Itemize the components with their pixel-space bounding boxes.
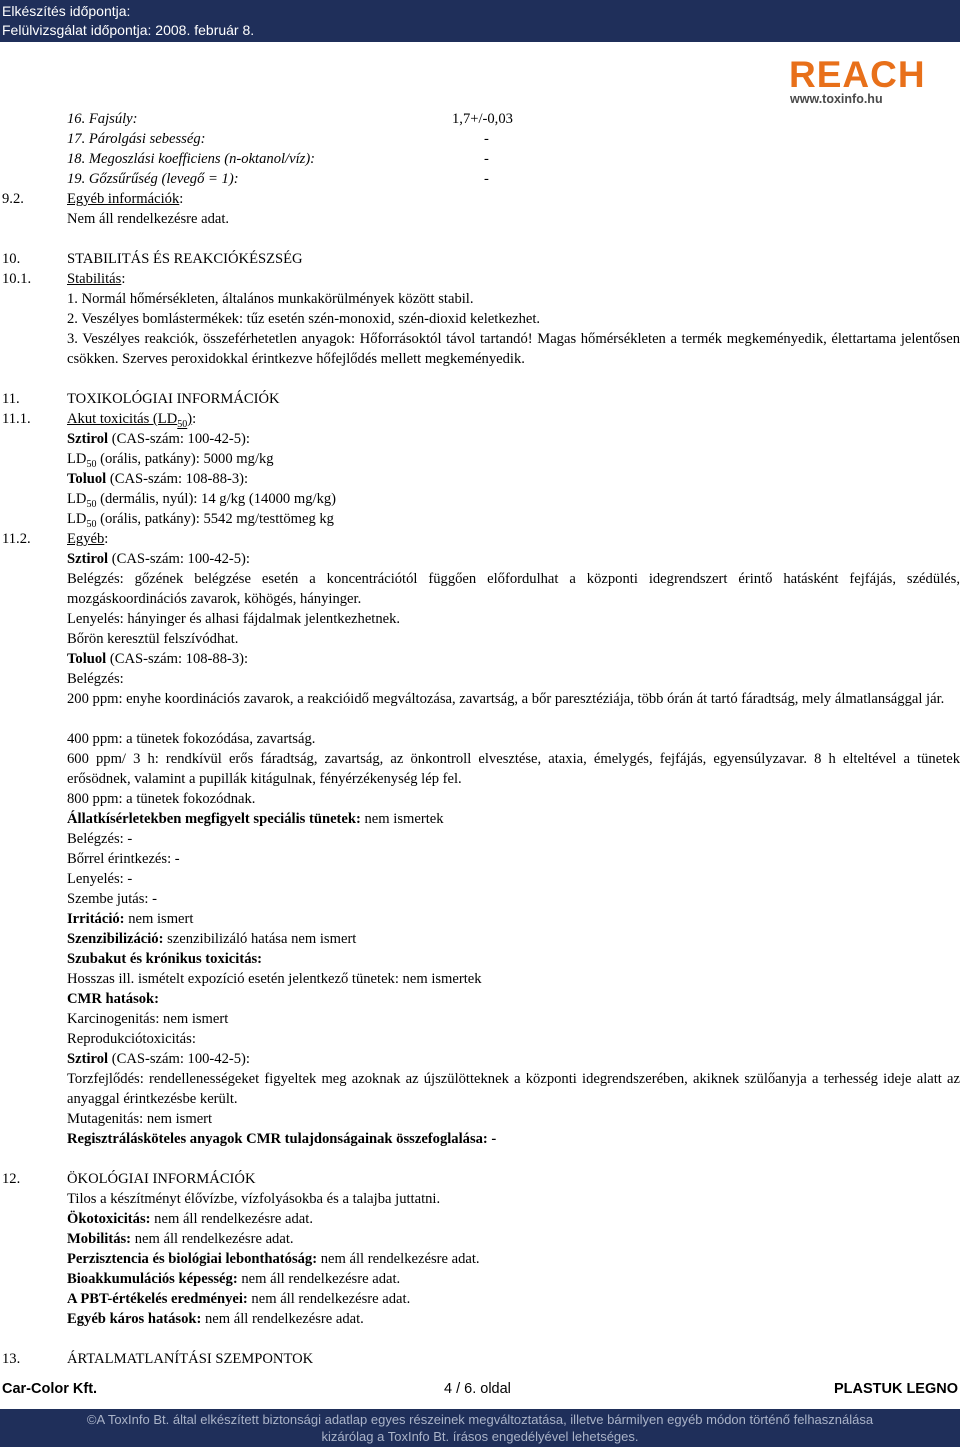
- prop-density-value: 1,7+/-0,03: [452, 111, 513, 127]
- section-10-1-number: 10.1.: [2, 271, 32, 287]
- section-10-number: 10.: [2, 251, 21, 267]
- styrene-cas-3: Sztirol (CAS-szám: 100-42-5):: [67, 1051, 250, 1067]
- section-11-2-number: 11.2.: [2, 531, 31, 547]
- footer-product: PLASTUK LEGNO: [833, 1381, 958, 1397]
- cmr-heading: CMR hatások:: [67, 991, 160, 1007]
- created-date-label: Elkészítés időpontja:: [2, 3, 131, 19]
- mutagenicity-text: Mutagenitás: nem ismert: [67, 1111, 213, 1127]
- ld50-oral-rat-styrene: $LD_{50}$ (orális, patkány): 5000 mg/kg: [67, 451, 274, 470]
- ingestion-dash: Lenyelés: -: [67, 871, 133, 887]
- section-9-2-text: Nem áll rendelkezésre adat.: [67, 211, 230, 227]
- subacute-heading: Szubakut és krónikus toxicitás:: [67, 951, 263, 967]
- copyright-bar: [0, 1409, 960, 1447]
- toluene-cas-2: Toluol (CAS-szám: 108-88-3):: [67, 651, 249, 667]
- revision-date-label: Felülvizsgálat időpontja: 2008. február 8.: [2, 22, 255, 38]
- ppm-400-text: 400 ppm: a tünetek fokozódása, zavartság.: [67, 731, 316, 747]
- section-12-title: ÖKOLÓGIAI INFORMÁCIÓK: [67, 1171, 256, 1187]
- section-11-number: 11.: [2, 391, 20, 407]
- styrene-cas-2: Sztirol (CAS-szám: 100-42-5):: [67, 551, 250, 567]
- ingestion-text: Lenyelés: hányinger és alhasi fájdalmak jelentkezhetnek.: [67, 611, 401, 627]
- ld50-dermal-rabbit: $LD_{50}$ (dermális, nyúl): 14 g/kg (14000 mg/kg): [67, 491, 337, 510]
- cmr-summary-line: Regisztrálásköteles anyagok CMR tulajdonságainak összefoglalása: -: [67, 1131, 497, 1147]
- carcinogenicity-text: Karcinogenitás: nem ismert: [67, 1011, 229, 1027]
- inhalation-dash: Belégzés: -: [67, 831, 133, 847]
- prolonged-exposure-text: Hosszas ill. ismételt expozíció esetén jelentkező tünetek: nem ismertek: [67, 971, 482, 987]
- skin-absorption-text: Bőrön keresztül felszívódhat.: [67, 631, 239, 647]
- ppm-800-text: 800 ppm: a tünetek fokozódnak.: [67, 791, 256, 807]
- section-9-2-number: 9.2.: [2, 191, 24, 207]
- prohibition-text: Tilos a készítményt élővízbe, vízfolyásokba és a talajba juttatni.: [67, 1191, 441, 1207]
- section-9-2-heading: Egyéb információk:: [67, 191, 184, 207]
- section-10-1-heading: Stabilitás:: [67, 271, 126, 287]
- ecotoxicity-line: Ökotoxicitás: nem áll rendelkezésre adat.: [67, 1211, 313, 1227]
- inhalation-label: Belégzés:: [67, 671, 124, 687]
- reach-logo: [786, 56, 936, 110]
- irritation-line: Irritáció: nem ismert: [67, 911, 194, 927]
- stability-item-2: 2. Veszélyes bomlástermékek: tűz esetén szén-monoxid, szén-dioxid keletkezhet.: [67, 311, 541, 327]
- stability-item-3: 3. Veszélyes reakciók, összeférhetetlen anyagok: Hőforrásoktól távol tartandó! Magas hőmérsékleten a termék megkeményedik, élettartama jelentősen csökken. Szerves peroxidokkal érintkezve hőfejlődés mellett megkeményedik.: [67, 331, 960, 367]
- teratogenicity-text: Torzfejlődés: rendellenességeket figyeltek meg azoknak az újszülötteknek a központi idegrendszerében, akiknek szülőanyja a terhesség ideje alatt az anyaggal érintkezésbe került.: [67, 1071, 960, 1107]
- bioaccumulation-line: Bioakkumulációs képesség: nem áll rendelkezésre adat.: [67, 1271, 401, 1287]
- stability-item-1: 1. Normál hőmérsékleten, általános munkakörülmények között stabil.: [67, 291, 474, 307]
- persistence-line: Perzisztencia és biológiai lebonthatóság: nem áll rendelkezésre adat.: [67, 1251, 480, 1267]
- inhalation-paragraph: Belégzés: gőzének belégzése esetén a koncentrációtól függően előfordulhat a központi idegrendszert érintő hatásként fejfájás, szédülés, mozgáskoordinációs zavarok, köhögés, hányinger.: [67, 571, 960, 607]
- section-13-title: ÁRTALMATLANÍTÁSI SZEMPONTOK: [67, 1351, 314, 1367]
- footer-page-number: 4 / 6. oldal: [444, 1381, 511, 1397]
- prop-density-label: 16. Fajsúly:: [67, 111, 138, 127]
- section-13-number: 13.: [2, 1351, 21, 1367]
- other-effects-line: Egyéb káros hatások: nem áll rendelkezésre adat.: [67, 1311, 364, 1327]
- ppm-600-text: 600 ppm/ 3 h: rendkívül erős fáradtság, zavartság, az önkontroll elvesztése, ataxia, émelygés, fejfájás, egyensúlyzavar. 8 h elteltével a tünetek erősödnek, valamint a pupillák kitágulnak, fényérzékenység lép fel.: [67, 751, 960, 787]
- logo-url: www.toxinfo.hu: [790, 92, 883, 106]
- prop-partition-value: -: [484, 151, 489, 167]
- animal-tests-line: Állatkísérletekben megfigyelt speciális tünetek: nem ismertek: [67, 811, 444, 827]
- prop-evaporation-value: -: [484, 131, 489, 147]
- section-11-title: TOXIKOLÓGIAI INFORMÁCIÓK: [67, 391, 280, 407]
- reproductive-tox-label: Reprodukciótoxicitás:: [67, 1031, 196, 1047]
- copyright-line-2: kizárólag a ToxInfo Bt. írásos engedélyével lehetséges.: [321, 1429, 639, 1444]
- toluene-cas-1: Toluol (CAS-szám: 108-88-3):: [67, 471, 249, 487]
- document-header: [0, 0, 960, 42]
- skin-contact-dash: Bőrrel érintkezés: -: [67, 851, 180, 867]
- logo-word: REACH: [789, 54, 926, 95]
- ppm-200-text: 200 ppm: enyhe koordinációs zavarok, a reakcióidő megváltozása, zavartság, a bőr paresztéziája, több órán át tartó fáradtság, mely álmatlansággal jár.: [67, 691, 945, 707]
- prop-vapor-density-value: -: [484, 171, 489, 187]
- prop-partition-label: 18. Megoszlási koefficiens (n-oktanol/víz):: [67, 151, 316, 167]
- styrene-cas-1: Sztirol (CAS-szám: 100-42-5):: [67, 431, 250, 447]
- prop-evaporation-label: 17. Párolgási sebesség:: [67, 131, 206, 147]
- sensitization-line: Szenzibilizáció: szenzibilizáló hatása nem ismert: [67, 931, 357, 947]
- section-11-1-number: 11.1.: [2, 411, 31, 427]
- section-11-2-heading: Egyéb:: [67, 531, 109, 547]
- pbt-line: A PBT-értékelés eredményei: nem áll rendelkezésre adat.: [67, 1291, 411, 1307]
- prop-vapor-density-label: 19. Gőzsűrűség (levegő = 1):: [67, 171, 239, 187]
- ld50-oral-rat-toluene: $LD_{50}$ (orális, patkány): 5542 mg/testtömeg kg: [67, 511, 334, 530]
- section-12-number: 12.: [2, 1171, 21, 1187]
- mobility-line: Mobilitás: nem áll rendelkezésre adat.: [67, 1231, 294, 1247]
- section-10-title: STABILITÁS ÉS REAKCIÓKÉSZSÉG: [67, 251, 303, 267]
- eye-contact-dash: Szembe jutás: -: [67, 891, 157, 907]
- section-11-1-heading: Akut toxicitás $(LD_{50})$:: [67, 411, 197, 430]
- footer-company: Car-Color Kft.: [2, 1381, 98, 1397]
- copyright-line-1: ©A ToxInfo Bt. által elkészített biztonsági adatlap egyes részeinek megváltoztatása, illetve bármilyen egyéb módon történő felhasználása: [86, 1412, 874, 1427]
